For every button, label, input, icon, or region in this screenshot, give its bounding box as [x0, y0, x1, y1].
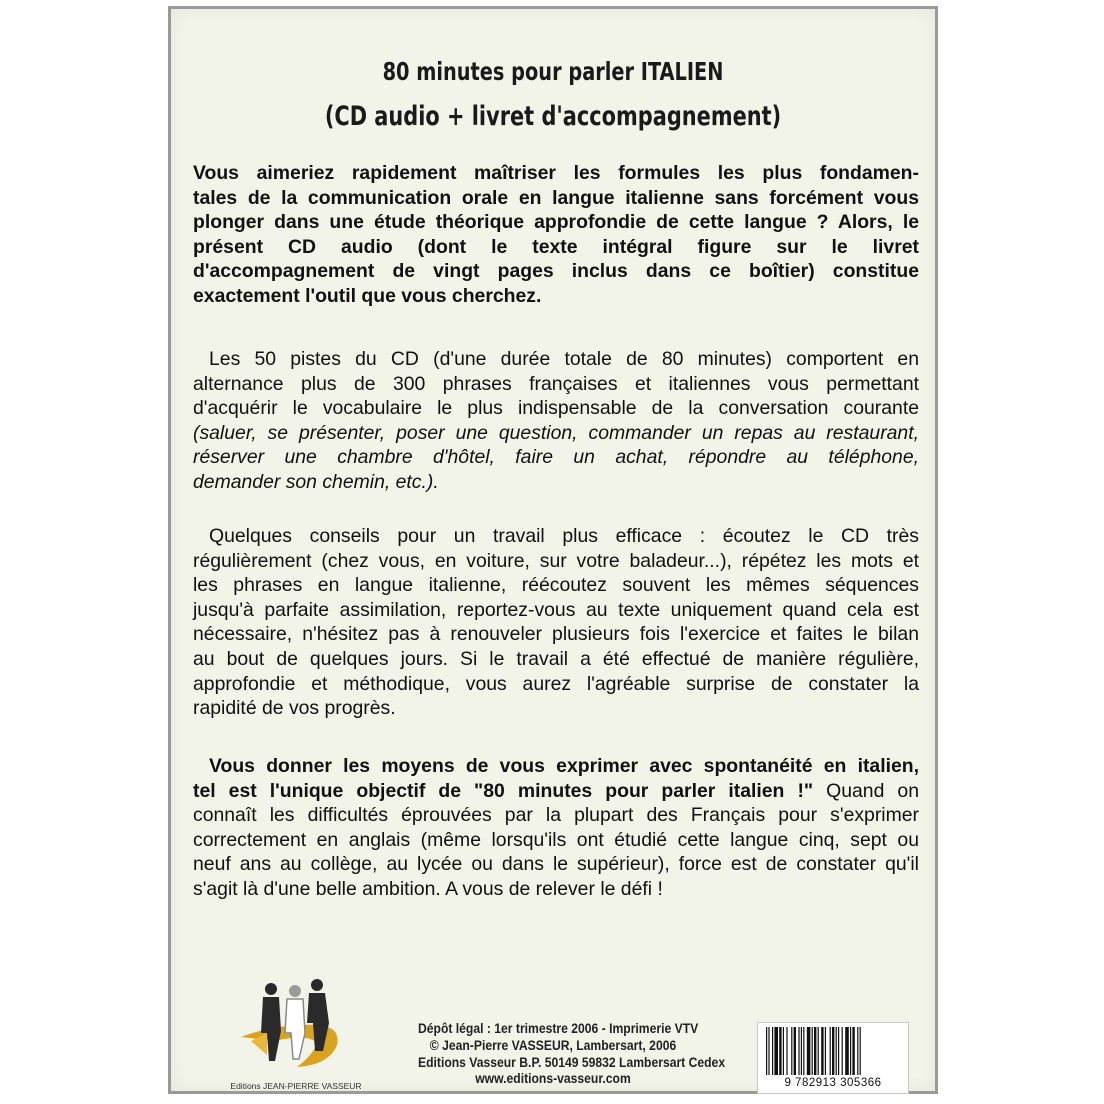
publisher-website: www.editions-vasseur.com	[475, 1071, 631, 1087]
text-line: les phrases en langue italienne, réécoutez souvent les mêmes séquences	[193, 574, 919, 597]
book-title: 80 minutes pour parler ITALIEN	[382, 57, 724, 86]
text-line: Quelques conseils pour un travail plus efficace : écoutez le CD très	[209, 525, 919, 547]
text-fragment: Quand on	[813, 779, 919, 802]
text-line: approfondie et méthodique, vous aurez l'agréable surprise de constater la	[193, 672, 919, 695]
text-line: d'acquérir le vocabulaire le plus indispensable de la conversation courante	[193, 397, 919, 420]
quoted-title: tel est l'unique objectif de "80 minutes pour parler italien !"	[193, 779, 814, 802]
text-line: demander son chemin, etc.).	[193, 470, 439, 493]
isbn-number: 9 782913 305366	[784, 1077, 882, 1089]
text-line: réserver une chambre d'hôtel, faire un achat, répondre au téléphone,	[193, 446, 919, 469]
publisher-name: Editions JEAN-PIERRE VASSEUR	[230, 1081, 362, 1091]
text-line: exactement l'outil que vous cherchez.	[193, 284, 542, 307]
text-line: présent CD audio (dont le texte intégral figure sur le livret	[193, 235, 919, 258]
tips-paragraph	[193, 524, 919, 721]
book-subtitle: (CD audio + livret d'accompagnement)	[324, 101, 782, 132]
text-line: au bout de quelques jours. Si le travail a été effectué de manière régulière,	[193, 647, 919, 670]
text-line: Vous aimeriez rapidement maîtriser les formules les plus fondamen-	[193, 162, 919, 184]
publisher-address: Editions Vasseur B.P. 50149 59832 Lambersart Cedex	[418, 1054, 726, 1070]
objective-paragraph	[193, 754, 919, 902]
book-back-cover	[168, 6, 938, 1094]
publisher-logo	[237, 971, 345, 1071]
legal-deposit: Dépôt légal : 1er trimestre 2006 - Imprimerie VTV	[418, 1021, 699, 1036]
text-line: régulièrement (chez vous, en voiture, sur votre baladeur...), répétez les mots et	[193, 549, 919, 572]
copyright: © Jean-Pierre VASSEUR, Lambersart, 2006	[429, 1037, 677, 1053]
text-line: nécessaire, n'hésitez pas à renouveler plusieurs fois l'exercice et faites le bilan	[193, 623, 919, 646]
text-line: jusqu'à parfaite assimilation, reportez-vous au texte uniquement quand cela est	[193, 598, 919, 621]
intro-paragraph	[193, 161, 919, 309]
tracks-paragraph	[193, 347, 919, 495]
text-line: d'accompagnement de vingt pages inclus dans ce boîtier) constitue	[193, 260, 919, 283]
isbn-barcode	[757, 1022, 909, 1094]
text-line: tales de la communication orale en langue italienne sans forcément vous	[193, 186, 919, 209]
text-line: neuf ans au collège, au lycée ou dans le supérieur), force est de constater qu'il	[193, 853, 919, 876]
text-line: Les 50 pistes du CD (d'une durée totale de 80 minutes) comportent en	[209, 348, 919, 370]
text-line: s'agit là d'une belle ambition. A vous de relever le défi !	[193, 877, 663, 900]
text-line: correctement en anglais (même lorsqu'ils ont étudié cette langue cinq, sept ou	[193, 828, 919, 851]
text-line	[193, 779, 919, 804]
text-line: rapidité de vos progrès.	[193, 697, 396, 720]
text-line: plonger dans une étude théorique approfondie de cette langue ? Alors, le	[193, 211, 919, 234]
text-line: (saluer, se présenter, poser une question, commander un repas au restaurant,	[193, 421, 919, 444]
text-line: alternance plus de 300 phrases françaises et italiennes vous permettant	[193, 372, 919, 395]
barcode-bars	[766, 1027, 900, 1077]
text-line: Vous donner les moyens de vous exprimer avec spontanéité en italien,	[209, 755, 919, 777]
imprint-block	[403, 1021, 726, 1088]
text-line: connaît les difficultés éprouvées par la plupart des Français pour s'exprimer	[193, 804, 919, 827]
